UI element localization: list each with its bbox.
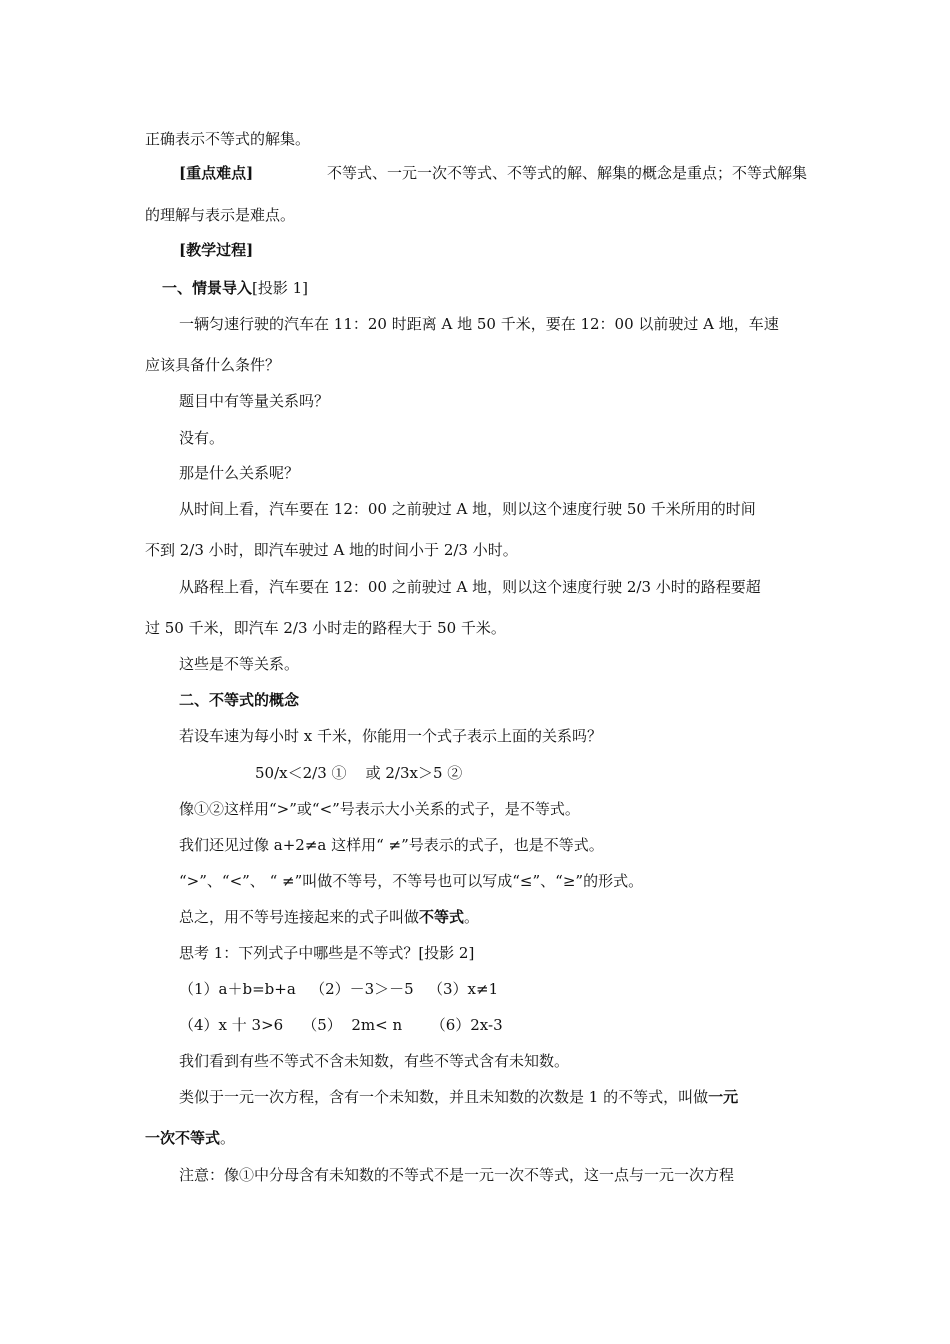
paragraph-line — [179, 835, 604, 855]
paragraph-line — [145, 129, 310, 149]
text: 过 50 千米，即汽车 2/3 小时走的路程大于 50 千米。 — [145, 619, 506, 637]
exercise-line — [179, 979, 498, 999]
paragraph-line — [179, 943, 474, 963]
text: 我们还见过像 a+2≠a 这样用“ ≠”号表示的式子，也是不等式。 — [179, 836, 604, 854]
text: 思考 1：下列式子中哪些是不等式？[投影 2] — [179, 944, 475, 962]
paragraph-line — [179, 1087, 738, 1107]
section-label: [重点难点] — [179, 164, 254, 182]
paragraph-line — [179, 1051, 569, 1071]
text: 二、不等式的概念 — [179, 691, 300, 709]
text: 那是什么关系呢？ — [179, 464, 300, 482]
paragraph-line — [179, 499, 756, 519]
paragraph-line — [145, 540, 518, 560]
paragraph-line — [179, 314, 779, 334]
text: 若设车速为每小时 x 千米，你能用一个式子表示上面的关系吗？ — [179, 727, 602, 745]
paragraph-line — [145, 205, 295, 225]
text: 的理解与表示是难点。 — [145, 206, 296, 224]
text: （4）x 十 3>6 （5） 2m< n （6）2x-3 — [179, 1016, 503, 1034]
text: 应该具备什么条件？ — [145, 356, 281, 374]
text: 没有。 — [179, 429, 225, 447]
text: 总之，用不等号连接起来的式子叫做 — [179, 908, 420, 926]
text: 。 — [220, 1129, 236, 1147]
text: 从路程上看，汽车要在 12：00 之前驶过 A 地，则以这个速度行驶 2/3 小时的路程要超 — [179, 578, 761, 596]
exercise-line — [179, 1015, 503, 1035]
section-heading — [179, 240, 253, 260]
text: [投影 1] — [252, 279, 309, 297]
formula: 50/x＜2/3 ① 或 2/3x＞5 ② — [255, 764, 463, 782]
section-heading — [179, 690, 299, 710]
paragraph-line — [145, 618, 506, 638]
paragraph-line — [179, 799, 580, 819]
text: 。 — [464, 908, 480, 926]
paragraph-line — [179, 577, 761, 597]
term: 一元 — [708, 1088, 739, 1106]
paragraph-line — [179, 463, 299, 483]
text: 这些是不等关系。 — [179, 655, 300, 673]
paragraph-line — [179, 391, 329, 411]
term: 不等式 — [419, 908, 465, 926]
text: 注意：像①中分母含有未知数的不等式不是一元一次不等式，这一点与一元一次方程 — [179, 1166, 735, 1184]
paragraph-line — [145, 355, 280, 375]
text: 一辆匀速行驶的汽车在 11：20 时距离 A 地 50 千米，要在 12：00 以前驶过 A 地，车速 — [179, 315, 779, 333]
text: 像①②这样用“>”或“<”号表示大小关系的式子，是不等式。 — [179, 800, 580, 818]
paragraph-line — [179, 1165, 734, 1185]
paragraph-line — [145, 1128, 235, 1148]
section-heading — [162, 278, 308, 298]
text: （1）a＋b=b+a （2）－3＞－5 （3）x≠1 — [179, 980, 499, 998]
text: 从时间上看，汽车要在 12：00 之前驶过 A 地，则以这个速度行驶 50 千米所用的时间 — [179, 500, 756, 518]
text: 不到 2/3 小时，即汽车驶过 A 地的时间小于 2/3 小时。 — [145, 541, 518, 559]
text: 题目中有等量关系吗？ — [179, 392, 330, 410]
key-points-line — [179, 163, 807, 183]
text: 一、情景导入 — [162, 279, 253, 297]
formula-line — [255, 763, 462, 783]
text: “>”、“<”、 “ ≠”叫做不等号，不等号也可以写成“≤”、“≥”的形式。 — [179, 872, 644, 890]
paragraph-line — [179, 726, 602, 746]
paragraph-line — [179, 871, 643, 891]
text: 不等式、一元一次不等式、不等式的解、解集的概念是重点；不等式解集 — [326, 164, 807, 182]
paragraph-line — [179, 907, 479, 927]
paragraph-line — [179, 654, 299, 674]
text: 我们看到有些不等式不含未知数，有些不等式含有未知数。 — [179, 1052, 570, 1070]
text: 正确表示不等式的解集。 — [145, 130, 311, 148]
term: 一次不等式 — [145, 1129, 221, 1147]
paragraph-line — [179, 428, 224, 448]
text: 类似于一元一次方程，含有一个未知数，并且未知数的次数是 1 的不等式，叫做 — [179, 1088, 709, 1106]
text: [教学过程] — [179, 241, 254, 259]
